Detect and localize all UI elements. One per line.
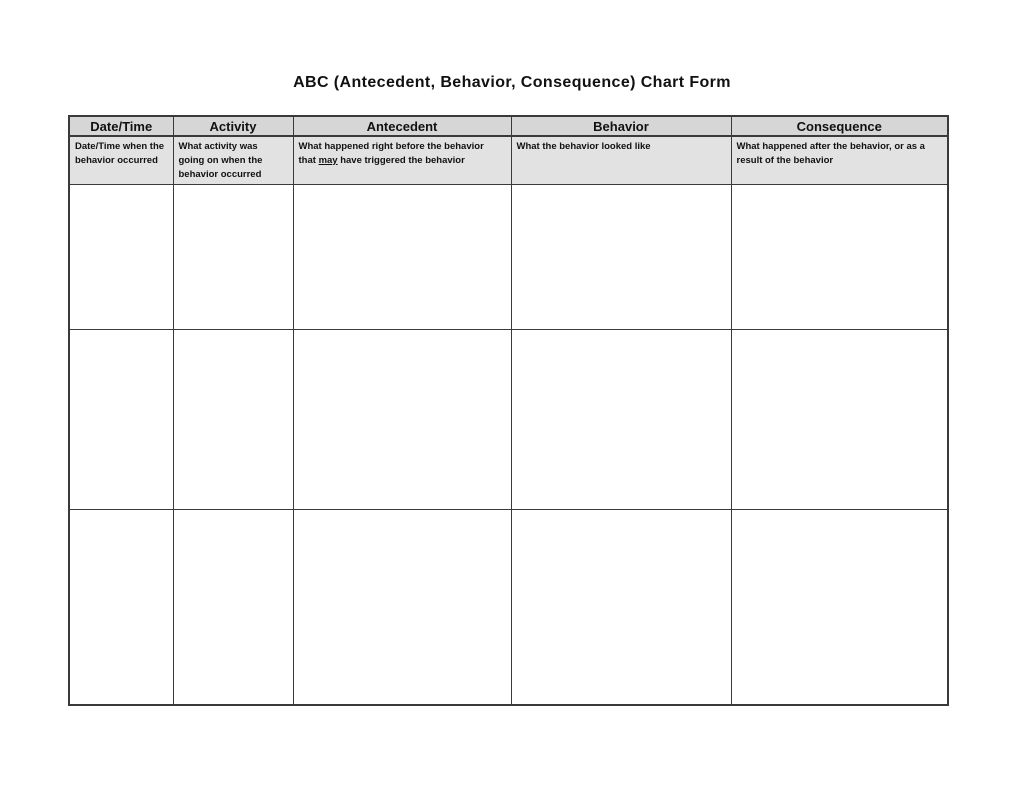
entry-cell-1-consequence[interactable] — [731, 185, 948, 330]
entry-cell-2-consequence[interactable] — [731, 330, 948, 510]
entry-cell-3-consequence[interactable] — [731, 510, 948, 705]
entry-cell-1-behavior[interactable] — [511, 185, 731, 330]
entry-cell-3-behavior[interactable] — [511, 510, 731, 705]
column-header-date-time: Date/Time — [69, 116, 173, 136]
abc-chart-table — [68, 115, 949, 706]
column-description-antecedent — [293, 136, 511, 185]
entry-cell-3-antecedent[interactable] — [293, 510, 511, 705]
column-header-behavior: Behavior — [511, 116, 731, 136]
column-description-date-time: Date/Time when the behavior occurred — [69, 136, 173, 185]
column-header-antecedent: Antecedent — [293, 116, 511, 136]
column-header-activity: Activity — [173, 116, 293, 136]
column-description-behavior: What the behavior looked like — [511, 136, 731, 185]
entry-cell-1-antecedent[interactable] — [293, 185, 511, 330]
entry-cell-2-behavior[interactable] — [511, 330, 731, 510]
entry-cell-1-date-time[interactable] — [69, 185, 173, 330]
column-header-consequence: Consequence — [731, 116, 948, 136]
entry-row-2 — [69, 330, 948, 510]
entry-row-1 — [69, 185, 948, 330]
column-description-activity: What activity was going on when the behavior occurred — [173, 136, 293, 185]
entry-cell-2-date-time[interactable] — [69, 330, 173, 510]
entry-cell-2-activity[interactable] — [173, 330, 293, 510]
entry-cell-3-activity[interactable] — [173, 510, 293, 705]
entry-cell-3-date-time[interactable] — [69, 510, 173, 705]
column-description-consequence: What happened after the behavior, or as a result of the behavior — [731, 136, 948, 185]
entry-cell-1-activity[interactable] — [173, 185, 293, 330]
antecedent-description-prefix: What happened right before the behavior that — [298, 141, 484, 166]
header-row — [69, 116, 948, 136]
entry-cell-2-antecedent[interactable] — [293, 330, 511, 510]
description-row — [69, 136, 948, 185]
entry-row-3 — [69, 510, 948, 705]
antecedent-description-suffix: have triggered the behavior — [337, 154, 465, 166]
page-title: ABC (Antecedent, Behavior, Consequence) Chart Form — [293, 74, 731, 91]
antecedent-description-underlined-word: may — [318, 154, 338, 166]
